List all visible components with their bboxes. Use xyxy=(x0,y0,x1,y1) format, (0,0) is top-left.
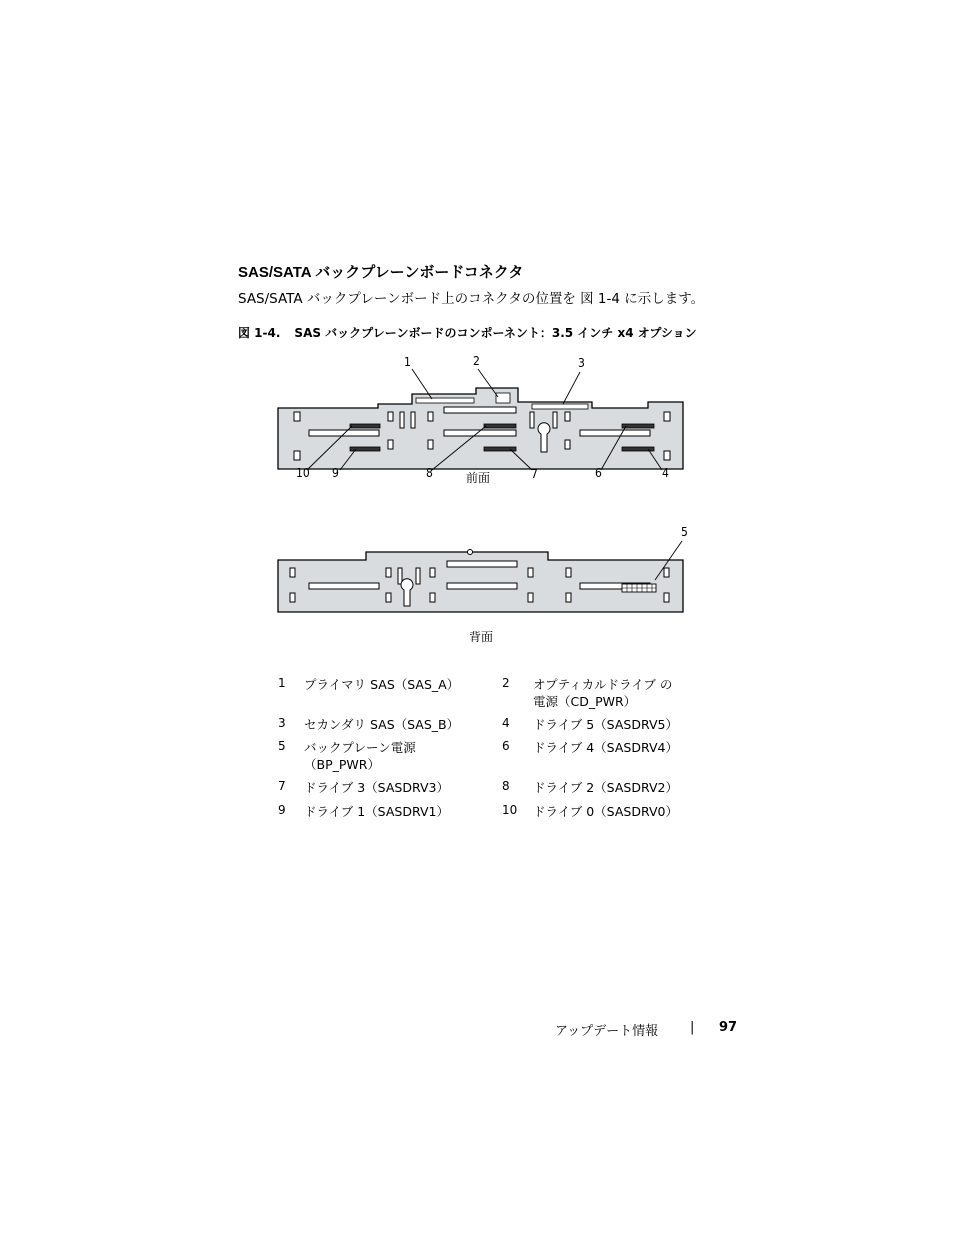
callout-9: 9 xyxy=(332,466,339,480)
callout-7: 7 xyxy=(531,467,538,481)
front-view-label: 前面 xyxy=(466,471,491,485)
callout-6: 6 xyxy=(595,466,602,480)
legend-text: プライマリ SAS（SAS_A） xyxy=(304,677,460,692)
legend-num: 2 xyxy=(502,676,510,690)
callout-4: 4 xyxy=(662,466,669,480)
legend-num: 4 xyxy=(502,716,510,730)
legend-text: セカンダリ SAS（SAS_B） xyxy=(304,717,460,732)
legend-num: 9 xyxy=(278,803,286,817)
legend-text: ドライブ 2（SASDRV2） xyxy=(533,780,678,795)
legend-num: 3 xyxy=(278,716,286,730)
legend-text: ドライブ 3（SASDRV3） xyxy=(304,780,449,795)
page-number: 97 xyxy=(719,1020,738,1035)
footer-separator: | xyxy=(690,1020,695,1035)
front-board xyxy=(278,388,683,469)
legend-num: 6 xyxy=(502,739,510,753)
legend-text: ドライブ 5（SASDRV5） xyxy=(533,717,678,732)
legend-num: 7 xyxy=(278,779,286,793)
intro-paragraph: SAS/SATA バックプレーンボード上のコネクタの位置を 図 1-4 に示します。 xyxy=(238,291,705,307)
callout-2: 2 xyxy=(473,354,480,368)
legend-text: ドライブ 4（SASDRV4） xyxy=(533,740,678,755)
legend-num: 8 xyxy=(502,779,510,793)
legend-num: 1 xyxy=(278,676,286,690)
legend-num: 5 xyxy=(278,739,286,753)
figure-number: 図 1-4. xyxy=(238,326,281,340)
legend-num: 10 xyxy=(502,803,518,817)
legend-text: ドライブ 0（SASDRV0） xyxy=(533,804,678,819)
figure-title: SAS バックプレーンボードのコンポーネント：3.5 インチ x4 オプション xyxy=(294,326,697,340)
legend-text: ドライブ 1（SASDRV1） xyxy=(304,804,449,819)
legend-text: オプティカルドライブ の電源（CD_PWR） xyxy=(533,677,673,709)
legend-text: バックプレーン電源 （BP_PWR） xyxy=(304,740,416,772)
callout-8: 8 xyxy=(426,466,433,480)
callout-1: 1 xyxy=(404,355,411,369)
section-heading: SAS/SATA バックプレーンボードコネクタ xyxy=(238,264,524,281)
callout-3: 3 xyxy=(578,356,585,370)
footer-section: アップデート情報 xyxy=(555,1024,659,1039)
back-view-label: 背面 xyxy=(469,630,494,644)
callout-5: 5 xyxy=(681,525,688,539)
callout-10: 10 xyxy=(296,466,310,480)
